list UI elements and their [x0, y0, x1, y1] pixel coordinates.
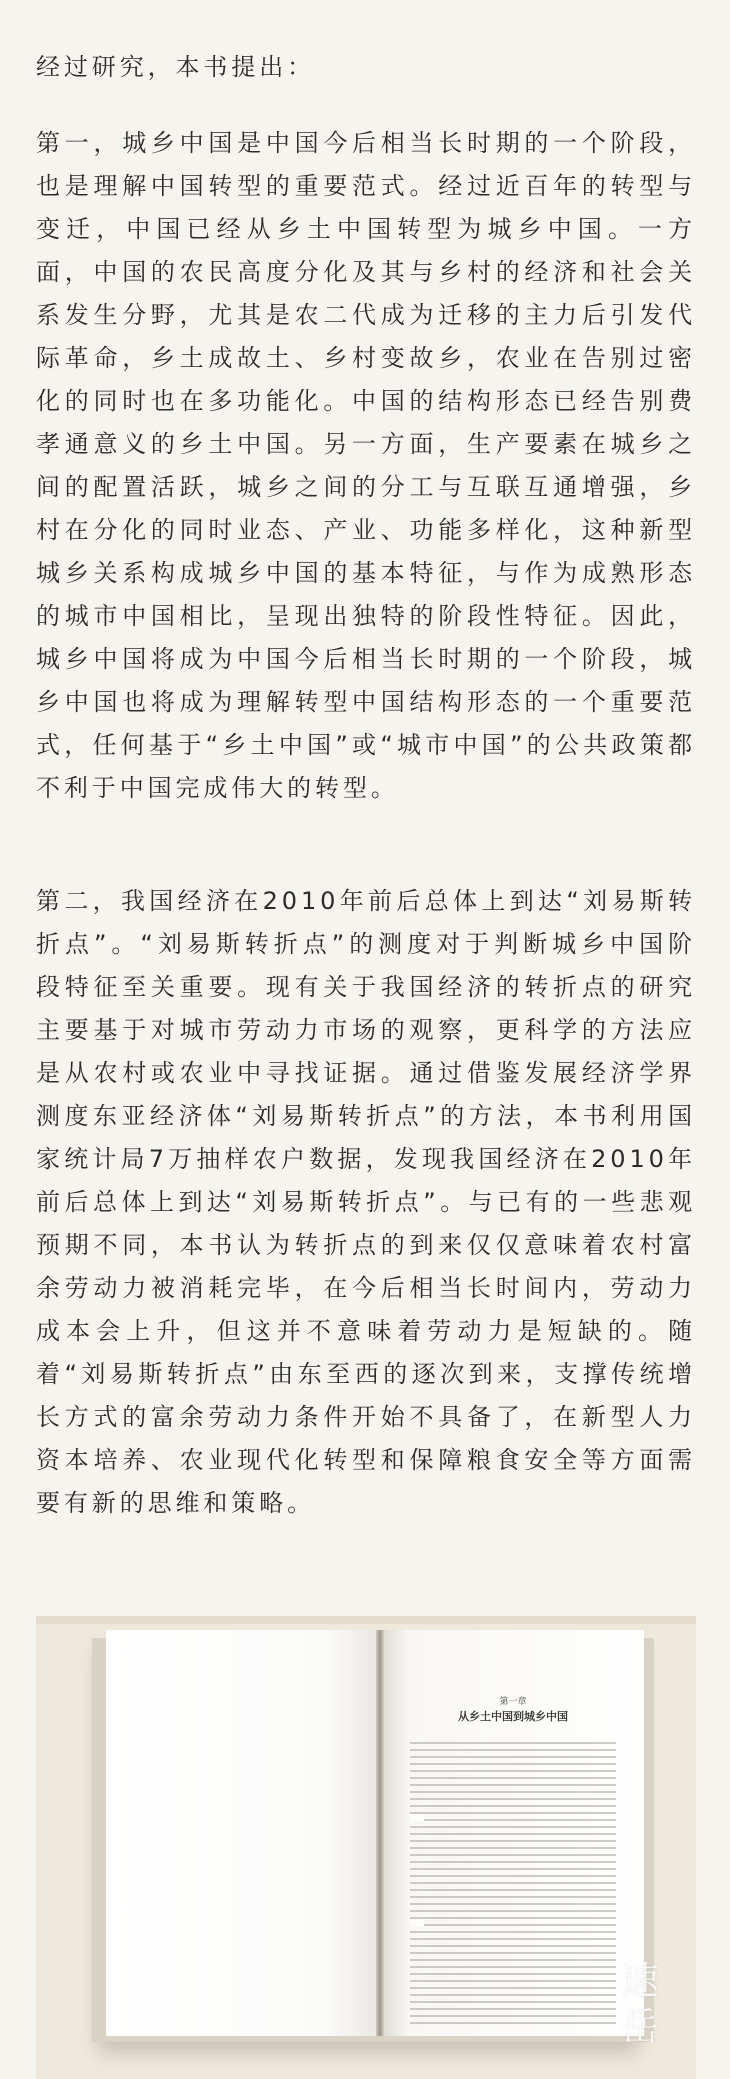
watermark-logo: [610, 1958, 670, 2050]
watermark-char: 岳: [620, 2005, 659, 2049]
book-spine: [376, 1630, 384, 2036]
book-left-page: [106, 1630, 380, 2036]
book-photo: [36, 1616, 696, 2079]
chapter-title: 从乡土中国到城乡中国: [458, 1710, 568, 1723]
photo-shelf: [36, 1616, 696, 1624]
paragraph-indent: [410, 1814, 424, 1821]
chapter-number: 第一章: [499, 1697, 527, 1707]
paragraph-second: 第二，我国经济在2010年前后总体上到达“刘易斯转折点”。“刘易斯转折点”的测度对于判断城乡中国阶段特征至关重要。现有关于我国经济的转折点的研究主要基于对城市劳动力市场的观察，更科学的方法应是从农村或农业中寻找证据。通过借鉴发展经济学界测度东亚经济体“刘易斯转折点”的方法，本书利用国家统计局7万抽样农户数据，发现我国经济在2010年前后总体上到达“刘易斯转折点”。与已有的一些悲观预期不同，本书认为转折点的到来仅仅意味着农村富余劳动力被消耗完毕，在今后相当长时间内，劳动力成本会上升，但这并不意味着劳动力是短缺的。随着“刘易斯转折点”由东至西的逐次到来，支撑传统增长方式的富余劳动力条件开始不具备了，在新型人力资本培养、农业现代化转型和保障粮食安全等方面需要有新的思维和策略。: [36, 887, 696, 1517]
paragraph-indent: [410, 1920, 424, 1927]
page-body-text-lines: [410, 1742, 616, 2026]
paragraph-first: 第一，城乡中国是中国今后相当长时期的一个阶段，也是理解中国转型的重要范式。经过近百年的转型与变迁，中国已经从乡土中国转型为城乡中国。一方面，中国的农民高度分化及其与乡村的经济和社会关系发生分野，尤其是农二代成为迁移的主力后引发代际革命，乡土成故土、乡村变故乡，农业在告别过密化的同时也在多功能化。中国的结构形态已经告别费孝通意义的乡土中国。另一方面，生产要素在城乡之间的配置活跃，城乡之间的分工与互联互通增强，乡村在分化的同时业态、产业、功能多样化，这种新型城乡关系构成城乡中国的基本特征，与作为成熟形态的城市中国相比，呈现出独特的阶段性特征。因此，城乡中国将成为中国今后相当长时期的一个阶段，城乡中国也将成为理解转型中国结构形态的一个重要范式，任何基于“乡土中国”或“城市中国”的公共政策都不利于中国完成伟大的转型。: [36, 129, 696, 802]
watermark-char: 速: [620, 1959, 659, 2003]
intro-text: 经过研究，本书提出：: [36, 53, 315, 81]
